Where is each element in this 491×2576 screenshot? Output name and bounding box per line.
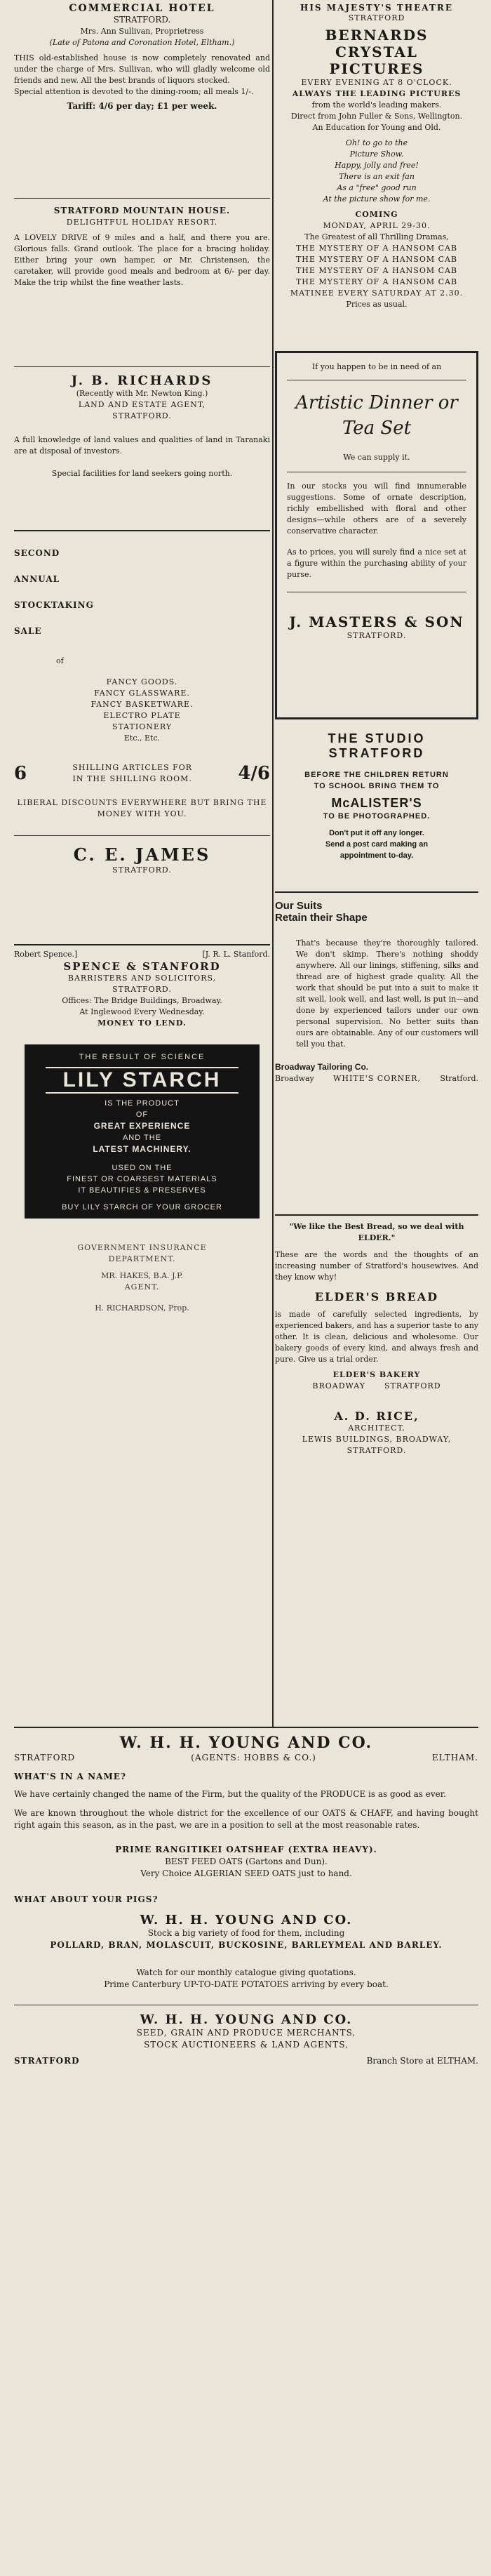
richardson: H. RICHARDSON, Prop.	[95, 1303, 189, 1313]
separator	[14, 530, 270, 531]
richards-town: STRATFORD.	[112, 411, 172, 420]
elder-body: These are the words and the thoughts of an increasing number of Stratford's housewives. And they know why!	[275, 1250, 478, 1282]
tailoring-addr-right: Stratford.	[440, 1074, 478, 1083]
separator	[14, 1727, 478, 1728]
young-town-left: STRATFORD	[14, 1753, 76, 1762]
richards-role: LAND AND ESTATE AGENT,	[78, 400, 206, 409]
theatre-title-a: BERNARDS	[325, 27, 429, 44]
theatre-sub: ALWAYS THE LEADING PICTURES	[292, 89, 462, 98]
young-agents: (AGENTS: HOBBS & CO.)	[191, 1753, 316, 1762]
lily-brand: LILY STARCH	[46, 1067, 238, 1094]
young-footer	[14, 2055, 478, 2067]
architect-addr: LEWIS BUILDINGS, BROADWAY,	[302, 1435, 452, 1444]
young-potatoes: Prime Canterbury UP-TO-DATE POTATOES arriving by every boat.	[104, 1979, 389, 1989]
theatre-masthead: HIS MAJESTY'S THEATRE	[300, 3, 453, 13]
theatre-sub: An Education for Young and Old.	[312, 123, 441, 132]
young-line3: Very Choice ALGERIAN SEED OATS just to hand.	[140, 1868, 352, 1878]
architect-name: A. D. RICE,	[334, 1409, 419, 1423]
richards-ad	[14, 373, 270, 479]
mountain-title: STRATFORD MOUNTAIN HOUSE.	[53, 206, 231, 215]
james-sale-ad	[14, 540, 270, 876]
hakes: MR. HAKES, B.A. J.P.	[101, 1271, 183, 1280]
separator	[275, 1214, 478, 1216]
lily-line7: FINEST OR COARSEST MATERIALS	[67, 1175, 217, 1183]
tailoring-address	[275, 1073, 478, 1084]
hotel-body-1: THIS old-established house is now completely renovated and under the charge of Mrs. Sullivan, who will gladly welcome old friends and new. All the best brands of liquors stocked.	[14, 53, 270, 85]
partners-row	[14, 949, 270, 960]
young-town-right: ELTHAM.	[432, 1753, 478, 1762]
studio-title: THE STUDIO	[328, 731, 426, 745]
sale-line-2: ANNUAL	[14, 574, 60, 584]
theatre-mystery: THE MYSTERY OF A HANSOM CAB	[295, 244, 458, 253]
theatre-ad	[275, 3, 478, 310]
insurance-a: GOVERNMENT INSURANCE	[77, 1243, 207, 1252]
theatre-matinee: MATINEE EVERY SATURDAY AT 2.30.	[290, 288, 464, 298]
young-body1: We have certainly changed the name of the Firm, but the quality of the PRODUCE is as good as ever.	[14, 1789, 446, 1799]
mountain-house-ad	[14, 205, 270, 288]
theatre-title-b: CRYSTAL	[335, 44, 418, 60]
theatre-date: MONDAY, APRIL 29-30.	[323, 221, 431, 230]
masters-lead: If you happen to be in need of an	[311, 362, 442, 371]
lily-line8: IT BEAUTIFIES & PRESERVES	[78, 1186, 206, 1195]
sale-line-3: STOCKTAKING	[14, 600, 94, 610]
spence-ad	[14, 949, 270, 1029]
agent: AGENT.	[124, 1282, 160, 1292]
richards-note: (Recently with Mr. Newton King.)	[76, 389, 208, 398]
masters-title-a: Artistic Dinner or	[295, 392, 458, 413]
elder-addr: BROADWAY STRATFORD	[312, 1381, 441, 1390]
lily-line9: BUY LILY STARCH OF YOUR GROCER	[62, 1203, 222, 1211]
masters-body: In our stocks you will find innumerable suggestions. Some of ornate description, richly embellished with floral and other designs—while others are of a severely conservative character.	[287, 482, 466, 536]
richards-name: J. B. RICHARDS	[71, 373, 213, 388]
separator	[14, 198, 270, 199]
lily-line6: USED ON THE	[112, 1164, 173, 1172]
hotel-masthead: COMMERCIAL HOTEL	[69, 3, 215, 14]
theatre-drama: The Greatest of all Thrilling Dramas,	[304, 232, 449, 241]
studio-name: McALISTER'S	[331, 796, 422, 810]
young-auction: STOCK AUCTIONEERS & LAND AGENTS,	[144, 2040, 349, 2050]
sale-discounts: LIBERAL DISCOUNTS EVERYWHERE BUT BRING THE MONEY WITH YOU.	[17, 798, 267, 818]
masters-town: STRATFORD.	[347, 631, 407, 640]
sale-of: of	[56, 656, 64, 665]
young-foot-right: Branch Store at ELTHAM.	[366, 2056, 478, 2066]
tailoring-headline-a: Our Suits	[275, 900, 323, 912]
theatre-mystery: THE MYSTERY OF A HANSOM CAB	[295, 255, 458, 264]
spence-firm: SPENCE & STANFORD	[63, 960, 221, 973]
theatre-title-c: PICTURES	[329, 60, 424, 77]
tailoring-addr-mid: WHITE'S CORNER,	[333, 1074, 421, 1083]
column-divider	[272, 0, 274, 1727]
young-pigs: WHAT ABOUT YOUR PIGS?	[14, 1894, 159, 1904]
architect-ad	[275, 1409, 478, 1456]
separator	[14, 835, 270, 836]
shilling-room: IN THE SHILLING ROOM.	[72, 774, 192, 783]
richards-facility: Special facilities for land seekers going north.	[51, 469, 233, 478]
sale-line-1: SECOND	[14, 548, 60, 558]
theatre-sub: Oh! to go to the	[345, 138, 408, 147]
mountain-body: A LOVELY DRIVE of 9 miles and a half, and there you are. Glorious falls. Grand outlook. The place for a bracing holiday. Either bring your own hamper, or Mr. Christensen, the caretaker, will provide good meals and bedroom at 6/- per day. Make the trip whilst the fine weather lasts.	[14, 233, 270, 287]
masters-supply: We can supply it.	[343, 453, 410, 462]
young-firm: W. H. H. YOUNG AND CO.	[119, 1734, 373, 1752]
tailoring-headline-b: Retain their Shape	[275, 912, 368, 924]
theatre-sub: At the picture show for me.	[323, 194, 431, 204]
studio-line1: BEFORE THE CHILDREN RETURN	[304, 771, 449, 779]
studio-line6: appointment to-day.	[339, 851, 414, 860]
young-firm2: W. H. H. YOUNG AND CO.	[140, 1913, 353, 1927]
partner-right: [J. R. L. Stanford.	[202, 950, 270, 959]
studio-town: STRATFORD	[328, 746, 425, 760]
young-towns	[14, 1752, 478, 1764]
hotel-tariff: Tariff: 4/6 per day; £1 per week.	[67, 101, 217, 111]
theatre-sub: Direct from John Fuller & Sons, Wellington.	[290, 112, 463, 121]
hotel-location: (Late of Patona and Coronation Hotel, Eltham.)	[49, 38, 235, 47]
spence-role: BARRISTERS AND SOLICITORS,	[67, 974, 217, 983]
theatre-sub: EVERY EVENING AT 8 O'CLOCK.	[301, 78, 452, 87]
theatre-town: STRATFORD	[348, 13, 405, 22]
theatre-prices: Prices as usual.	[346, 300, 408, 309]
young-line2: BEST FEED OATS (Gartons and Dun).	[165, 1857, 328, 1866]
spence-money: MONEY TO LEND.	[97, 1018, 187, 1028]
theatre-sub: from the world's leading makers.	[311, 100, 442, 109]
masters-ad	[275, 351, 478, 719]
theatre-mystery: THE MYSTERY OF A HANSOM CAB	[295, 266, 458, 275]
james-name: C. E. JAMES	[73, 844, 211, 865]
sale-line-4: SALE	[14, 626, 42, 636]
price-left: 6	[14, 763, 27, 784]
theatre-sub: Picture Show.	[349, 150, 404, 159]
elder-bakery: ELDER'S BAKERY	[332, 1370, 421, 1379]
lily-line1: IS THE PRODUCT	[105, 1099, 180, 1108]
young-firm3: W. H. H. YOUNG AND CO.	[140, 2012, 353, 2027]
young-foot-left: STRATFORD	[14, 2056, 80, 2066]
theatre-sub: Happy, jolly and free!	[335, 161, 419, 170]
spence-town: STRATFORD.	[112, 985, 172, 994]
lily-line2: OF	[135, 1110, 149, 1119]
young-body2: We are known throughout the whole district for the excellence of our OATS & CHAFF, and having bought right again this season, as in the past, we are in a position to sell at the most reasonable rates.	[14, 1808, 478, 1830]
young-name-q: WHAT'S IN A NAME?	[14, 1772, 126, 1781]
partner-left: Robert Spence.]	[14, 950, 78, 959]
theatre-sub: As a "free" good run	[337, 183, 417, 192]
tailoring-body: That's because they're thoroughly tailored. We don't skimp. There's nothing shoddy anywhere. All our linings, stiffening, silks and thread are of highest grade quality. All the work that should be put into a suit to make it sit well, look well, and last well, is put in—and done by experienced tailors under our own personal supervision. No better suits than ours are obtainable. Any of our customers will tell you that.	[296, 938, 478, 1049]
shilling-row	[14, 762, 270, 785]
young-line1: PRIME RANGITIKEI OATSHEAF (EXTRA HEAVY).	[115, 1845, 377, 1854]
theatre-mystery: THE MYSTERY OF A HANSOM CAB	[295, 277, 458, 286]
elder-body2: is made of carefully selected ingredients, by experienced bakers, and has a superior taste to any other. It is clean, delicious and wholesome. Our bakery goods of every kind, and always fresh and pure. Give us a trial order.	[275, 1310, 478, 1364]
young-watch: Watch for our monthly catalogue giving quotations.	[136, 1967, 356, 1977]
elder-quote: "We like the Best Bread, so we deal with ELDER."	[289, 1222, 464, 1242]
hotel-town: STRATFORD.	[113, 15, 171, 25]
elder-title: ELDER'S BREAD	[314, 1290, 439, 1303]
spence-inglewood: At Inglewood Every Wednesday.	[79, 1007, 205, 1016]
insurance-ad	[14, 1242, 270, 1314]
price-right: 4/6	[238, 763, 270, 784]
lily-line4: AND THE	[122, 1134, 162, 1142]
young-feeds: POLLARD, BRAN, MOLASCUIT, BUCKOSINE, BARLEYMEAL AND BARLEY.	[50, 1940, 443, 1950]
tailoring-ad	[275, 900, 478, 1084]
elder-ad	[275, 1221, 478, 1392]
young-ad	[14, 1734, 478, 2067]
lily-starch-ad	[25, 1044, 260, 1219]
masters-name: J. MASTERS & SON	[289, 613, 464, 630]
studio-line3: TO BE PHOTOGRAPHED.	[323, 812, 431, 821]
masters-title-b: Tea Set	[342, 418, 412, 439]
architect-role: ARCHITECT,	[348, 1423, 405, 1433]
hotel-ad	[14, 3, 270, 112]
sale-goods-list	[14, 677, 270, 744]
studio-line4: Don't put it off any longer.	[329, 829, 424, 837]
mountain-subtitle: DELIGHTFUL HOLIDAY RESORT.	[66, 218, 218, 227]
masters-prices: As to prices, you will surely find a nice set at a figure within the purchasing ability of your purse.	[287, 547, 466, 579]
separator	[14, 366, 270, 367]
architect-town: STRATFORD.	[347, 1446, 407, 1455]
lily-top: THE RESULT OF SCIENCE	[79, 1053, 206, 1061]
shilling-text	[27, 762, 238, 785]
tailoring-firm: Broadway Tailoring Co.	[275, 1062, 369, 1072]
goods-item: FANCY BASKETWARE.	[90, 700, 194, 709]
goods-item: Etc., Etc.	[123, 733, 161, 743]
insurance-b: DEPARTMENT.	[108, 1254, 176, 1263]
theatre-sub: There is an exit fan	[339, 172, 415, 181]
richards-body: A full knowledge of land values and qualities of land in Taranaki are at disposal of investors.	[14, 435, 270, 456]
studio-line5: Send a post card making an	[325, 840, 429, 849]
goods-item: FANCY GLASSWARE.	[94, 689, 190, 698]
spence-offices: Offices: The Bridge Buildings, Broadway.	[62, 996, 222, 1005]
young-trade: SEED, GRAIN AND PRODUCE MERCHANTS,	[136, 2028, 356, 2038]
goods-item: FANCY GOODS.	[106, 677, 178, 686]
lily-line5: LATEST MACHINERY.	[93, 1144, 191, 1154]
studio-line2: TO SCHOOL BRING THEM TO	[314, 782, 440, 790]
separator	[14, 944, 270, 945]
young-stock: Stock a big variety of food for them, including	[147, 1928, 345, 1938]
studio-ad	[275, 731, 478, 861]
goods-item: ELECTRO PLATE	[103, 711, 181, 720]
lily-line3: GREAT EXPERIENCE	[93, 1121, 191, 1131]
hotel-proprietor: Mrs. Ann Sullivan, Proprietress	[80, 27, 204, 36]
hotel-body-2: Special attention is devoted to the dining-room; all meals 1/-.	[14, 87, 254, 96]
theatre-coming: COMING	[355, 210, 398, 219]
tailoring-addr-left: Broadway	[275, 1074, 314, 1083]
james-town: STRATFORD.	[112, 865, 172, 875]
shilling-line: SHILLING ARTICLES FOR	[72, 763, 193, 772]
separator	[275, 891, 478, 893]
goods-item: STATIONERY	[112, 722, 173, 731]
